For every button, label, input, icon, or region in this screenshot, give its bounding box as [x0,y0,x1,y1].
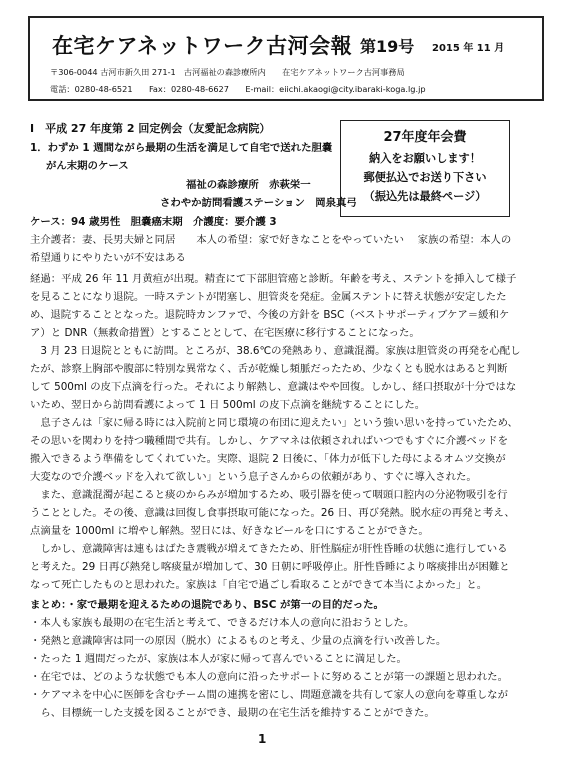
section-heading: Ⅰ 平成 27 年度第 2 回定例会（友愛記念病院） [30,122,271,135]
case-title-cont: がん末期のケース [46,160,129,172]
body-line: ア）と DNR（無救命措置）とすることとして、在宅医療に移行することになった。 [30,327,420,339]
body-line: を見ることになり退院。一時ステントが閉塞し、胆管炎を発症。金属ステントに替え状態が安定したた [30,291,507,303]
body-line: その思いを関わりを持つ職種間で共有。しかし、ケアマネは依頼されればいつでもすぐに介護ベッドを [30,435,508,447]
body-line: と考えた。29 日再び熱発し喀痰量が増加して、30 日朝に呼吸停止。肝性昏睡により喀痰排出が困難と [30,561,510,573]
case-info: 主介護者：妻、長男夫婦と同居 本人の希望：家で好きなことをやっていたい 家族の希望：本人の [30,234,512,246]
body-line: め、退院することとなった。退院時カンファで、今後の方針を BSC（ベストサポーティブケア＝緩和ケ [30,309,510,321]
notice-title: 27年度年会費 [383,130,467,145]
masthead [28,16,544,101]
case-info: ケース：94 歳男性 胆嚢癌末期 介護度：要介護 3 [30,216,277,228]
notice-line: 納入をお願いします！ [369,152,481,165]
summary-bullet: ・ケアマネを中心に医師を含むチーム間の連携を密にし、問題意識を共有して家人の意向を尊重しなが [30,689,508,701]
summary-bullet: ・本人も家族も最期の在宅生活と考えて、できるだけ本人の意向に沿おうとした。 [30,617,415,629]
body-line: 息子さんは「家に帰る時には入院前と同じ環境の布団に迎えたい」という強い思いを持っていたため、 [30,417,518,429]
body-line: して 500ml の皮下点滴を行った。それにより解熱し、意識はやや回復。しかし、経口摂取が十分ではな [30,381,517,393]
body-line: なって死亡したものと思われた。家族は「自宅で過ごし看取ることができて本当によかった」と。 [30,579,488,591]
body-line: 搬入できるよう準備をしてくれていた。実際、退院 2 日後に、「体力が低下した母によるオムツ交換が [30,453,506,465]
summary-bullet: ・発熱と意識障害は同一の原因（脱水）によるものと考え、少量の点滴を行い改善した。 [30,635,447,647]
body-line: 3 月 23 日退院とともに訪問。ところが、38.6℃の発熱あり、意識混濁。家族は胆管炎の再発を心配し [30,345,521,357]
author: さわやか訪問看護ステーション 岡泉真弓 [160,197,357,209]
issue-date: 2015 年 11 月 [432,43,505,54]
body-line: しかし、意識障害は連もはばたき震戦が増えてきたため、肝性脳症が肝性昏睡の状態に進行している [30,543,508,555]
body-line: また、意識混濁が起こると痰のからみが増加するため、吸引器を使って咽頭口腔内の分泌物吸引を行 [30,489,508,501]
newsletter-title: 在宅ケアネットワーク古河会報 [52,34,353,58]
summary-bullet: ら、目標統一した支援を図ることができ、最期の在宅生活を維持することができた。 [30,707,435,719]
case-title: 1．わずか 1 週間ながら最期の生活を満足して自宅で送れた胆嚢 [30,142,333,154]
summary-bullet: ・在宅では、どのような状態でも本人の意向に沿ったサポートに努めることが第一の課題と思われた。 [30,671,508,683]
body-line: たが、診察上胸部や腹部に特別な異常なく、舌が乾燥し頻脈だったため、少なくとも脱水はあると判断 [30,363,508,375]
membership-fee-notice [340,120,510,217]
body-line: うこととした。その後、意識は回復し食事摂取可能になった。26 日、再び発熱。脱水症の再発と考え、 [30,507,515,519]
body-line: 大変なので介護ベッドを入れて欲しい」という息子さんからの依頼があり、すぐに導入された。 [30,471,477,483]
case-info: 希望通りにやりたいが不安はある [30,252,186,264]
address-line: 〒306-0044 古河市新久田 271-1 古河福祉の森診療所内 在宅ケアネットワーク古河事務局 [50,67,405,77]
notice-line: 郵便払込でお送り下さい [363,171,487,184]
body-line: 経過：平成 26 年 11 月黄疸が出現。精査にて下部胆管癌と診断。年齢を考え、ステントを挿入して様子 [30,273,517,285]
contact-line: 電話：0280-48-6521 Fax：0280-48-6627 E-mail：eiichi.akaogi@city.ibaraki-koga.lg.jp [50,84,426,94]
author: 福祉の森診療所 赤萩栄一 [186,179,311,191]
body-line: いため、翌日から訪問看護によって 1 日 500ml の皮下点滴を継続することにした。 [30,399,426,411]
summary-heading: まとめ：・家で最期を迎えるための退院であり、BSC が第一の目的だった。 [30,599,384,611]
body-line: 点滴量を 1000ml に増やし解熱。翌日には、好きなビールを口にすることができた。 [30,525,429,537]
summary-bullet: ・たった 1 週間だったが、家族は本人が家に帰って喜んでいることに満足した。 [30,653,407,665]
issue-number: 第19号 [360,37,415,56]
page-number: 1 [258,732,267,746]
notice-line: （振込先は最終ページ） [363,190,487,203]
